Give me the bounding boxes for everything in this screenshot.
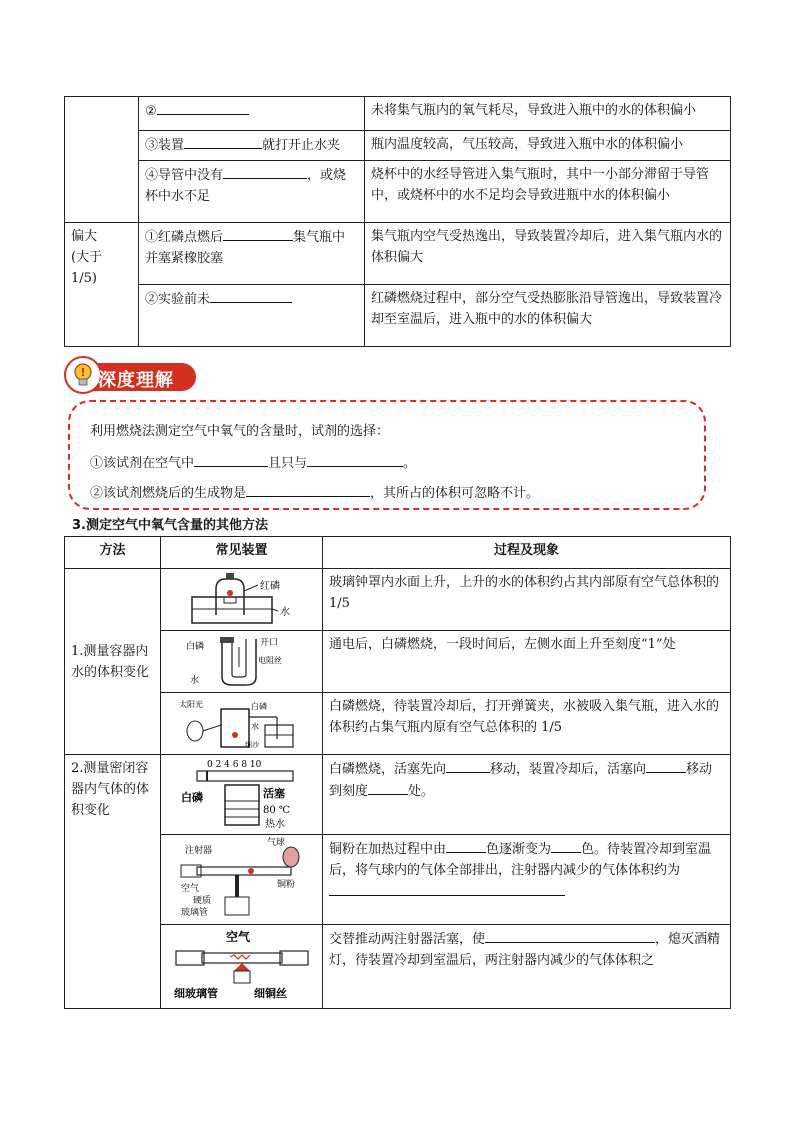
answer-blank[interactable] — [551, 838, 581, 853]
line-text: ②该试剂燃烧后的生成物是 — [90, 486, 247, 501]
diagram-label: 开口 — [259, 638, 278, 648]
answer-blank[interactable] — [223, 226, 293, 241]
cause-text: ②实验前未 — [145, 292, 211, 307]
diagram-label: 细铜丝 — [253, 987, 287, 1000]
cause-text: ④导管中没有 — [145, 168, 224, 183]
answer-blank[interactable] — [184, 134, 262, 149]
cause-text: ，或烧杯中水不足 — [145, 168, 347, 204]
diagram-label: 铜粉 — [276, 880, 295, 890]
understanding-intro: 利用燃烧法测定空气中氧气的含量时，试剂的选择： — [90, 424, 390, 439]
diagram-label: 白磷 — [180, 791, 203, 804]
process-text: 交替推动两注射器活塞，使 — [329, 932, 486, 947]
cause-cell — [139, 97, 365, 131]
process-cell — [323, 755, 731, 835]
apparatus-cell — [161, 755, 323, 835]
diagram-label: 注射器 — [184, 846, 212, 856]
answer-blank[interactable] — [329, 881, 565, 896]
apparatus-cell — [161, 925, 323, 1009]
line-text: 。 — [403, 456, 417, 471]
process-text: 色。待装置冷却到室温后，将气球内的气体全部排出，注射器内减少的气体体积约为 — [329, 842, 712, 878]
answer-blank[interactable] — [157, 100, 249, 115]
piston-diagram — [177, 757, 307, 831]
effect-cell: 未将集气瓶内的氧气耗尽，导致进入瓶中的水的体积偏小 — [365, 97, 731, 131]
cause-text: ①红磷点燃后 — [145, 230, 224, 245]
answer-blank[interactable] — [307, 452, 403, 467]
diagram-label: 细玻璃管 — [173, 987, 218, 1000]
apparatus-cell — [161, 693, 323, 755]
solar-ignition-diagram — [177, 695, 307, 751]
understanding-line-1 — [90, 452, 416, 471]
cause-cell — [139, 285, 365, 347]
double-syringe-diagram — [172, 927, 312, 1003]
line-text: ①该试剂在空气中 — [90, 456, 195, 471]
group-cell-large — [65, 223, 139, 347]
diagram-label: 水 — [250, 722, 259, 731]
process-text: 白磷燃烧，活塞先向 — [329, 762, 447, 777]
badge-title: 深度理解 — [98, 370, 174, 391]
cause-text: ③装置 — [145, 138, 185, 153]
answer-blank[interactable] — [446, 758, 490, 773]
effect-cell: 烧杯中的水经导管进入集气瓶时，其中一小部分滞留于导管中，或烧杯中的水不足均会导致进瓶中水的体积偏小 — [365, 161, 731, 223]
answer-blank[interactable] — [446, 838, 486, 853]
apparatus-cell — [161, 631, 323, 693]
apparatus-cell — [161, 835, 323, 925]
method-cell: 1.测量容器内水的体积变化 — [65, 569, 161, 755]
process-text: 移动到刻度 — [329, 762, 713, 799]
cause-text: 集气瓶中并塞紧橡胶塞 — [145, 230, 346, 266]
process-text: 色逐渐变为 — [486, 842, 552, 857]
effect-cell: 瓶内温度较高，气压较高，导致进入瓶中水的体积偏小 — [365, 131, 731, 161]
effect-cell: 红磷燃烧过程中，部分空气受热膨胀沿导管逸出，导致装置冷却至室温后，进入瓶中的水的体积偏大 — [365, 285, 731, 347]
bell-jar-diagram — [182, 571, 302, 627]
answer-blank[interactable] — [210, 288, 292, 303]
understanding-line-2 — [90, 482, 539, 501]
process-text: 移动，装置冷却后，活塞向 — [490, 762, 647, 777]
answer-blank[interactable] — [368, 780, 408, 795]
diagram-label: 水 — [279, 607, 290, 618]
cause-text: ② — [145, 104, 157, 119]
line-text: 且只与 — [268, 456, 308, 471]
method-cell: 2.测量密闭容器内气体的体积变化 — [65, 755, 161, 1009]
group-cell-small — [65, 97, 139, 223]
process-cell: 玻璃钟罩内水面上升，上升的水的体积约占其内部原有空气总体积的 1/5 — [323, 569, 731, 631]
diagram-label: 空气 — [180, 884, 199, 894]
apparatus-cell — [161, 569, 323, 631]
header-apparatus: 常见装置 — [161, 537, 323, 569]
diagram-label: 细沙 — [244, 741, 259, 749]
diagram-label: 白磷 — [185, 642, 204, 652]
diagram-label: 硬质 — [192, 896, 211, 906]
methods-table — [64, 536, 731, 1009]
diagram-label: 活塞 — [262, 787, 285, 800]
group-note: (大于 1/5) — [71, 250, 103, 286]
diagram-label: 气球 — [266, 838, 285, 848]
diagram-label: 红磷 — [259, 581, 280, 592]
answer-blank[interactable] — [485, 928, 655, 943]
process-text: ，熄灭酒精灯，待装置冷却到室温后，两注射器内减少的气体体积之 — [329, 932, 721, 968]
header-method: 方法 — [65, 537, 161, 569]
answer-blank[interactable] — [646, 758, 686, 773]
diagram-label: 空气 — [225, 930, 250, 944]
cause-cell — [139, 131, 365, 161]
answer-blank[interactable] — [246, 482, 370, 497]
svg-text:!: ! — [80, 366, 86, 379]
process-cell — [323, 925, 731, 1009]
diagram-label: 太阳光 — [178, 700, 203, 709]
process-cell: 白磷燃烧，待装置冷却后，打开弹簧夹，水被吸入集气瓶，进入水的体积约占集气瓶内原有空气总体积的 1/5 — [323, 693, 731, 755]
cause-cell — [139, 161, 365, 223]
header-process: 过程及现象 — [323, 537, 731, 569]
process-text: 处。 — [408, 784, 435, 799]
line-text: ，其所占的体积可忽略不计。 — [370, 486, 540, 501]
process-text: 铜粉在加热过程中由 — [329, 842, 447, 857]
cause-cell — [139, 223, 365, 285]
answer-blank[interactable] — [194, 452, 268, 467]
understanding-box — [68, 400, 706, 510]
u-tube-diagram — [182, 633, 302, 689]
cause-text: 就打开止水夹 — [262, 138, 341, 153]
section-badge — [64, 356, 198, 396]
diagram-label: 80 ℃ — [262, 805, 290, 816]
syringe-copper-diagram — [177, 837, 307, 921]
answer-blank[interactable] — [223, 164, 307, 179]
diagram-label: 白磷 — [250, 702, 267, 711]
diagram-label: 0 2 4 6 8 10 — [206, 760, 261, 770]
section-title: 3.测定空气中氧气含量的其他方法 — [72, 518, 268, 533]
process-cell — [323, 835, 731, 925]
group-label: 偏大 — [71, 229, 98, 244]
diagram-label: 热水 — [264, 819, 285, 830]
diagram-label: 水 — [189, 676, 199, 686]
effect-cell: 集气瓶内空气受热逸出，导致装置冷却后，进入集气瓶内水的体积偏大 — [365, 223, 731, 285]
diagram-label: 电阻丝 — [257, 656, 282, 665]
diagram-label: 玻璃管 — [180, 908, 208, 918]
lightbulb-icon — [64, 356, 102, 394]
process-cell: 通电后，白磷燃烧，一段时间后，左侧水面上升至刻度“1”处 — [323, 631, 731, 693]
error-analysis-table — [64, 96, 731, 347]
